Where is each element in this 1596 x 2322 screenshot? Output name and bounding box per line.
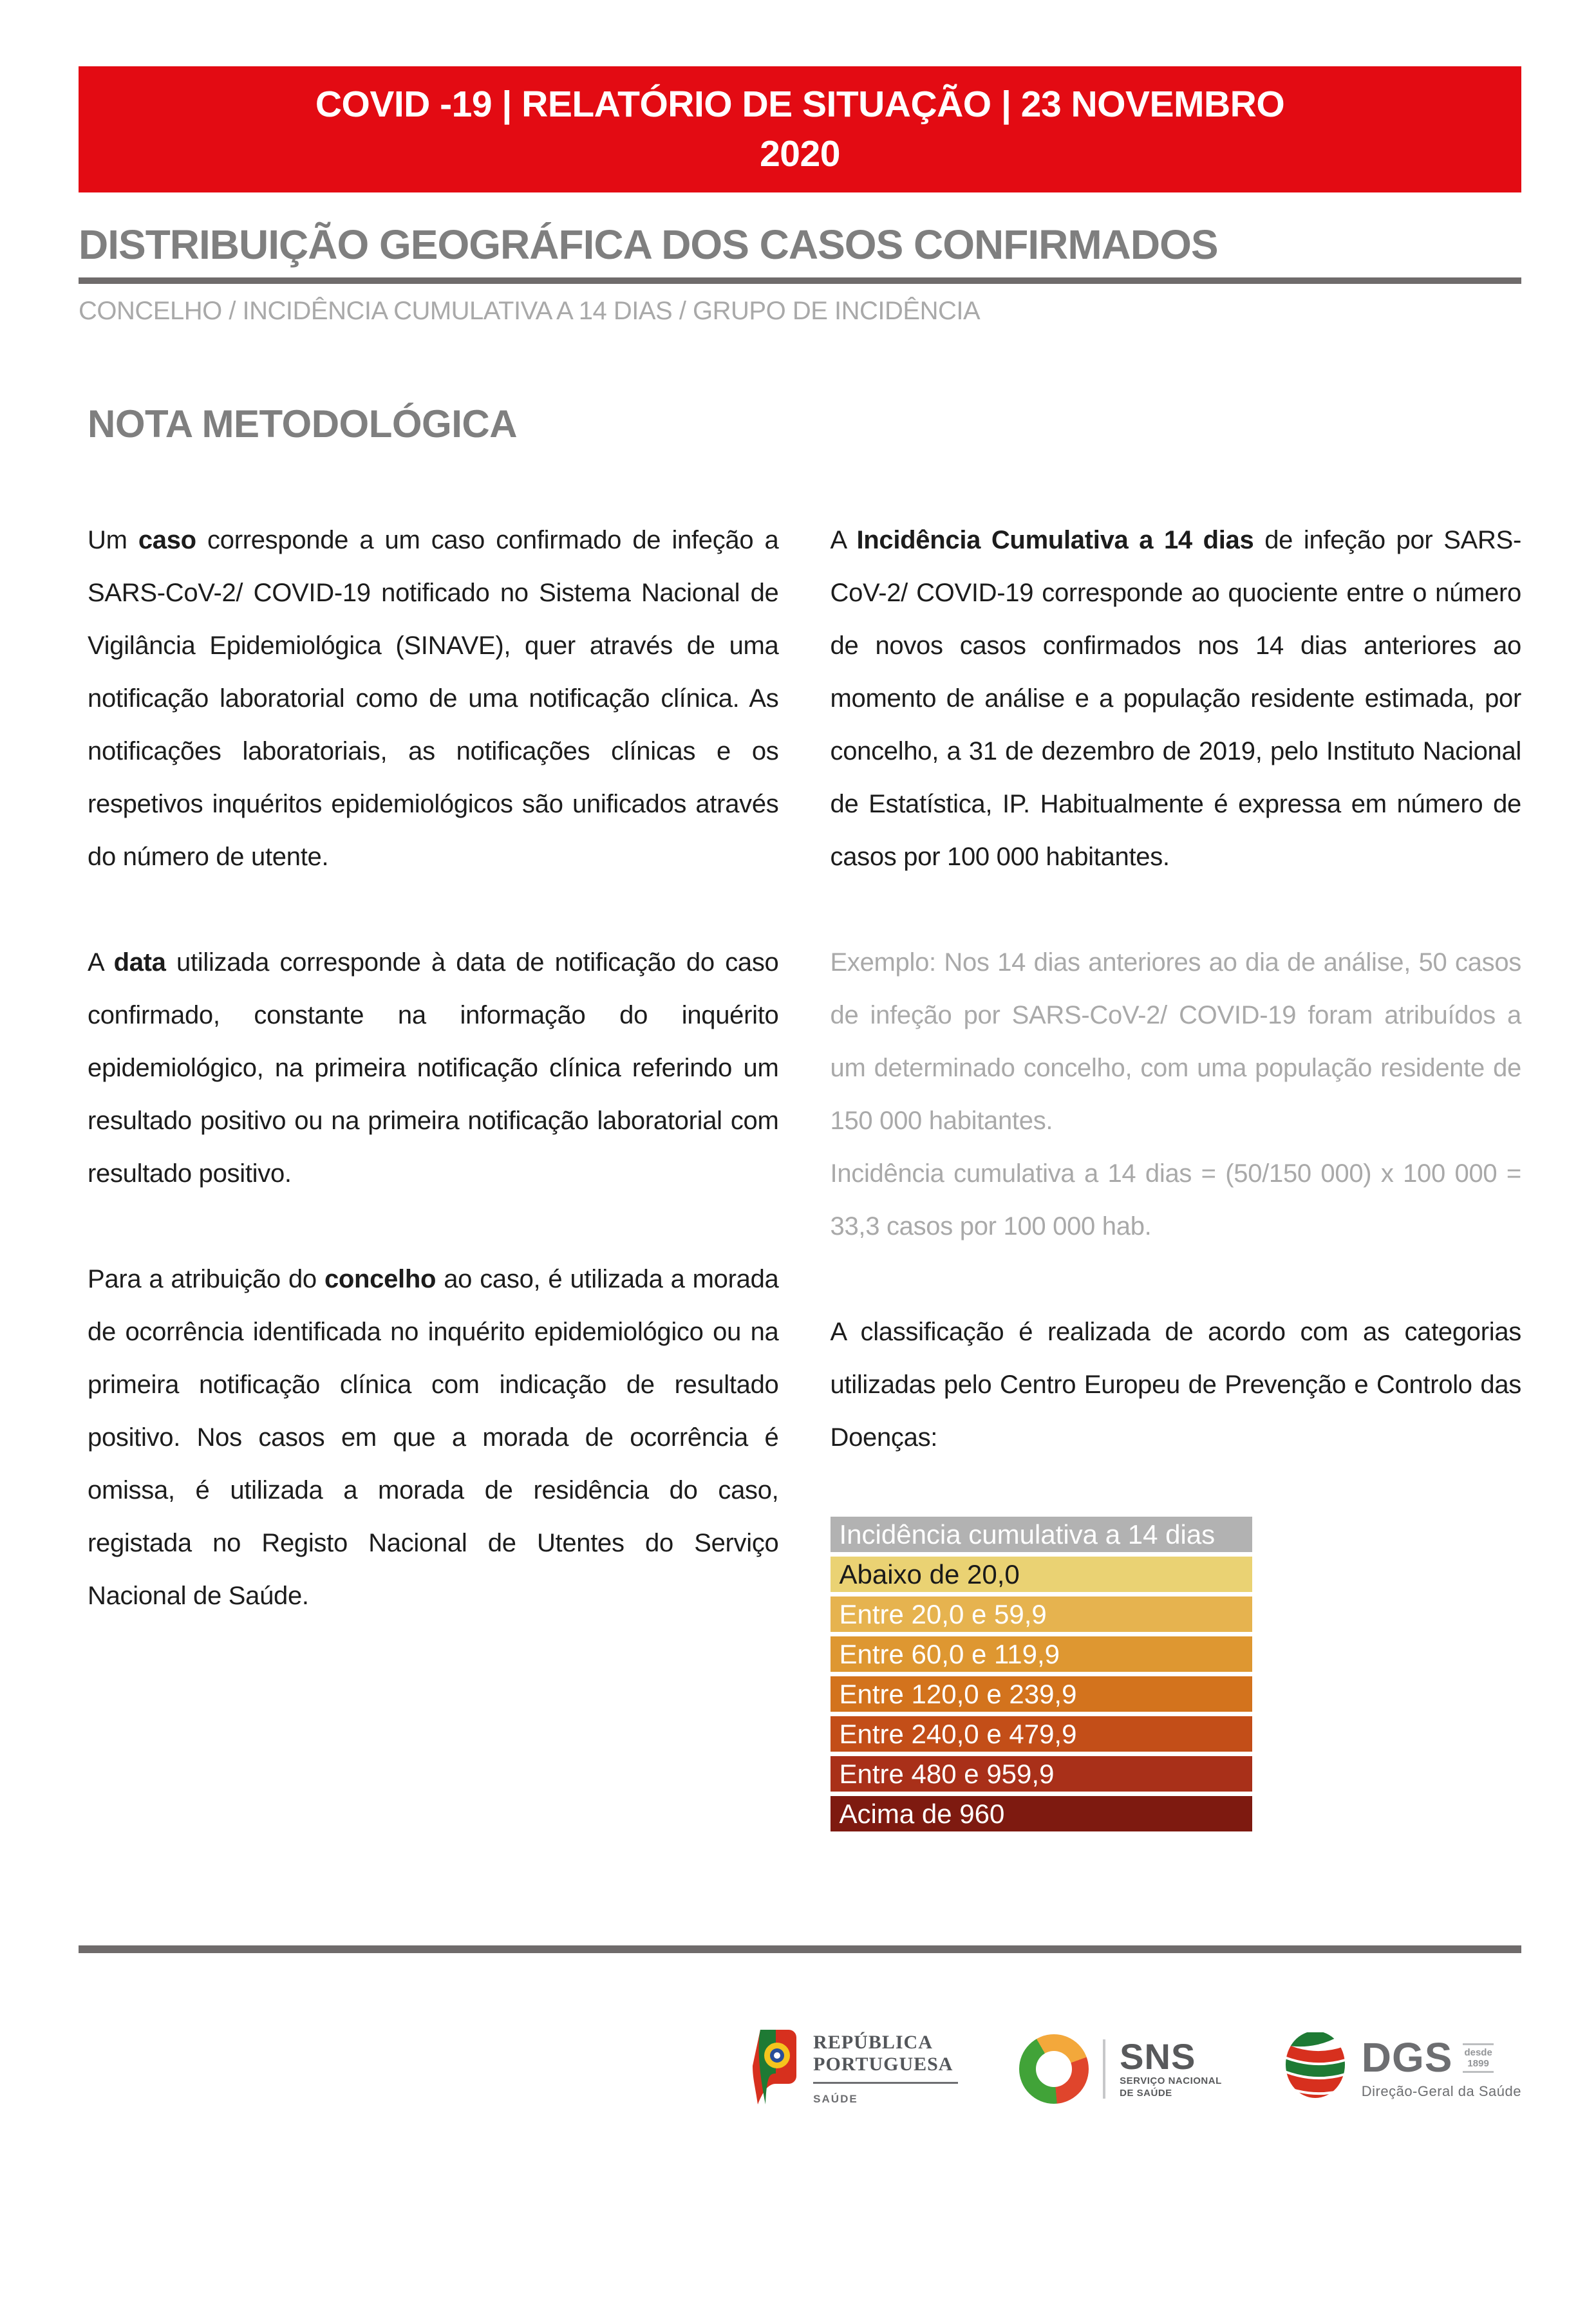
- republica-saude-label: SAÚDE: [813, 2093, 858, 2105]
- dgs-since-badge: [1463, 2043, 1493, 2073]
- paragraph-bold: data: [113, 948, 166, 977]
- paragraph-bold: concelho: [324, 1265, 437, 1293]
- paragraph-text: Para a atribuição do: [88, 1265, 324, 1293]
- section-title: DISTRIBUIÇÃO GEOGRÁFICA DOS CASOS CONFIRMADOS: [79, 221, 1218, 268]
- paragraph-bold: caso: [138, 526, 196, 554]
- republica-line2: PORTUGUESA: [813, 2054, 953, 2075]
- paragraph-caso: [88, 514, 779, 883]
- note-heading: NOTA METODOLÓGICA: [88, 402, 518, 445]
- dgs-subtitle: Direção-Geral da Saúde: [1361, 2083, 1521, 2099]
- dgs-logo: [1283, 2030, 1521, 2108]
- dgs-since-word: desde: [1464, 2046, 1492, 2058]
- portugal-flag-icon: [753, 2027, 799, 2110]
- incidence-legend: [831, 1517, 1252, 1831]
- paragraph-concelho: [88, 1253, 779, 1622]
- legend-row: Acima de 960: [831, 1796, 1252, 1831]
- paragraph-text: ao caso, é utilizada a morada de ocorrência identificada no inquérito epidemiológico ou na primeira notificação clínica com indicação de resultado positivo. Nos casos em que a morada de ocorrência é omissa, é utilizada a morada de residência do caso, registada no Registo Nacional de Utentes do Serviço Nacional de Saúde.: [88, 1265, 779, 1610]
- sns-subtitle-line2: DE SAÚDE: [1120, 2087, 1172, 2099]
- footer-divider: [79, 1945, 1521, 1953]
- paragraph-text: A: [88, 948, 114, 977]
- dgs-since-year: 1899: [1467, 2057, 1489, 2069]
- dgs-top-row: [1361, 2034, 1521, 2081]
- republica-line1: REPÚBLICA: [813, 2032, 933, 2053]
- paragraph-incidencia: [831, 514, 1522, 883]
- legend-row: Entre 120,0 e 239,9: [831, 1676, 1252, 1712]
- paragraph-text: utilizada corresponde à data de notificação do caso confirmado, constante na informação do inquérito epidemiológico, na primeira notificação clínica referindo um resultado positivo ou na primeira notificação laboratorial com resultado positivo.: [88, 948, 779, 1188]
- example-paragraph: Exemplo: Nos 14 dias anteriores ao dia de análise, 50 casos de infeção por SARS-CoV-2/ COVID-19 foram atribuídos a um determinado concelho, com uma população residente de 150 000 habitantes.: [830, 948, 1521, 1135]
- sns-ring-icon: [1019, 2034, 1089, 2104]
- dgs-acronym: DGS: [1361, 2034, 1453, 2081]
- report-banner: [79, 66, 1521, 192]
- republica-portuguesa-text: [813, 2032, 958, 2106]
- sns-subtitle-line1: SERVIÇO NACIONAL: [1120, 2075, 1222, 2086]
- footer-logos: [79, 2027, 1521, 2110]
- legend-header: Incidência cumulativa a 14 dias: [831, 1517, 1252, 1552]
- legend-row: Abaixo de 20,0: [831, 1557, 1252, 1592]
- legend-row: Entre 60,0 e 119,9: [831, 1636, 1252, 1672]
- example-block: [831, 936, 1522, 1253]
- legend-row: Entre 480 e 959,9: [831, 1756, 1252, 1792]
- sns-acronym: SNS: [1120, 2036, 1196, 2077]
- sns-text: [1120, 2036, 1222, 2099]
- paragraph-text: Um: [88, 526, 138, 554]
- body-columns: [88, 514, 1521, 1836]
- sns-separator: [1103, 2039, 1105, 2099]
- right-column: [831, 514, 1522, 1836]
- paragraph-classificacao: A classificação é realizada de acordo com as categorias utilizadas pelo Centro Europeu de Prevenção e Controlo das Doenças:: [830, 1318, 1521, 1452]
- sns-logo: [1019, 2034, 1222, 2104]
- report-page: [0, 66, 1596, 2110]
- title-divider: [79, 277, 1521, 284]
- paragraph-text: corresponde a um caso confirmado de infeção a SARS-CoV-2/ COVID-19 notificado no Sistema Nacional de Vigilância Epidemiológica (SINAVE), quer através de uma notificação laboratorial como de uma notificação clínica. As notificações laboratoriais, as notificações clínicas e os respetivos inquéritos epidemiológicos são unificados através do número de utente.: [88, 526, 779, 871]
- republica-portuguesa-logo: [753, 2027, 958, 2110]
- example-formula: Incidência cumulativa a 14 dias = (50/150 000) x 100 000 = 33,3 casos por 100 000 hab.: [830, 1159, 1521, 1241]
- paragraph-bold: Incidência Cumulativa a 14 dias: [856, 526, 1254, 554]
- dgs-globe-icon: [1283, 2030, 1347, 2108]
- report-banner-title: COVID -19 | RELATÓRIO DE SITUAÇÃO | 23 NOVEMBRO 2020: [315, 84, 1285, 174]
- paragraph-text: de infeção por SARS-CoV-2/ COVID-19 corresponde ao quociente entre o número de novos casos confirmados nos 14 dias anteriores ao momento de análise e a população residente estimada, por concelho, a 31 de dezembro de 2019, pelo Instituto Nacional de Estatística, IP. Habitualmente é expressa em número de casos por 100 000 habitantes.: [830, 526, 1521, 871]
- republica-rule: [813, 2082, 958, 2084]
- section-subtitle: CONCELHO / INCIDÊNCIA CUMULATIVA A 14 DIAS / GRUPO DE INCIDÊNCIA: [79, 297, 981, 325]
- legend-row: Entre 240,0 e 479,9: [831, 1716, 1252, 1752]
- paragraph-data: [88, 936, 779, 1200]
- left-column: [88, 514, 779, 1836]
- paragraph-text: A: [830, 526, 857, 554]
- dgs-text: [1361, 2034, 1521, 2100]
- legend-row: Entre 20,0 e 59,9: [831, 1596, 1252, 1632]
